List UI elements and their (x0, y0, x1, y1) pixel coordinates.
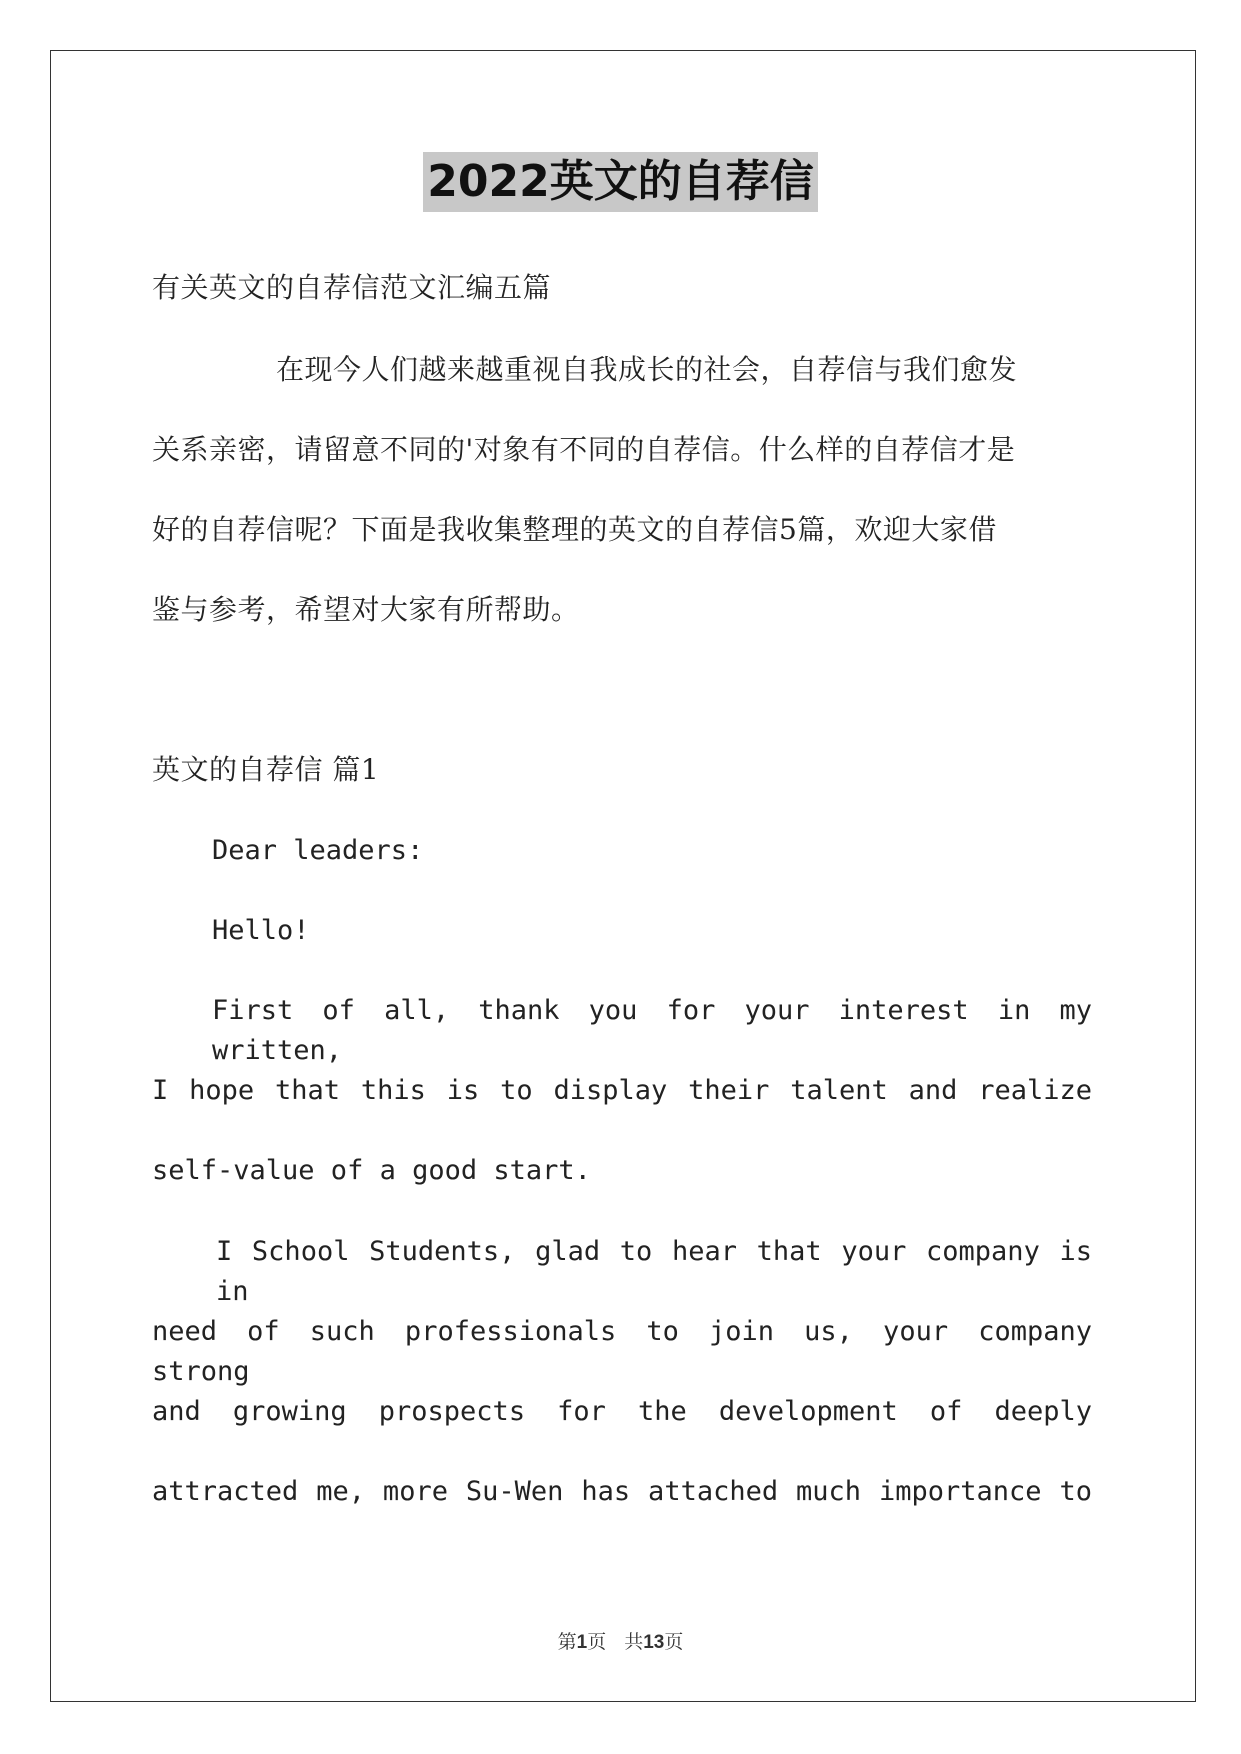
paragraph-1-line-3: self-value of a good start. (152, 1155, 591, 1186)
footer-total-suffix: 页 (664, 1631, 684, 1653)
intro-line-3: 好的自荐信呢？下面是我收集整理的英文的自荐信5篇，欢迎大家借 (152, 513, 997, 546)
footer-page-prefix: 第 (557, 1631, 577, 1653)
paragraph-2-line-3: and growing prospects for the development of deeply (152, 1396, 1092, 1427)
footer-page-number: 1 (576, 1632, 588, 1653)
title-container (0, 152, 1241, 212)
footer-total-prefix: 共 (624, 1631, 644, 1653)
page-footer (0, 1630, 1241, 1655)
paragraph-2-line-1: I School Students, glad to hear that your company is in (216, 1236, 1092, 1307)
document-subtitle: 有关英文的自荐信范文汇编五篇 (152, 271, 552, 304)
paragraph-1-line-1: First of all, thank you for your interest in my written, (212, 995, 1092, 1066)
paragraph-1-line-2: I hope that this is to display their talent and realize (152, 1075, 1092, 1106)
letter-hello: Hello! (212, 915, 310, 946)
intro-line-1: 在现今人们越来越重视自我成长的社会，自荐信与我们愈发 (276, 353, 1018, 386)
letter-greeting: Dear leaders: (212, 835, 424, 866)
document-title: 2022英文的自荐信 (423, 152, 817, 212)
footer-page-suffix: 页 (587, 1631, 607, 1653)
intro-line-4: 鉴与参考，希望对大家有所帮助。 (152, 593, 580, 626)
paragraph-2-line-2: need of such professionals to join us, your company strong (152, 1316, 1092, 1387)
footer-total-pages: 13 (643, 1632, 665, 1653)
intro-line-2: 关系亲密，请留意不同的'对象有不同的自荐信。什么样的自荐信才是 (152, 433, 1016, 466)
section-heading: 英文的自荐信 篇1 (152, 753, 380, 786)
paragraph-2-line-4: attracted me, more Su-Wen has attached much importance to (152, 1476, 1092, 1507)
